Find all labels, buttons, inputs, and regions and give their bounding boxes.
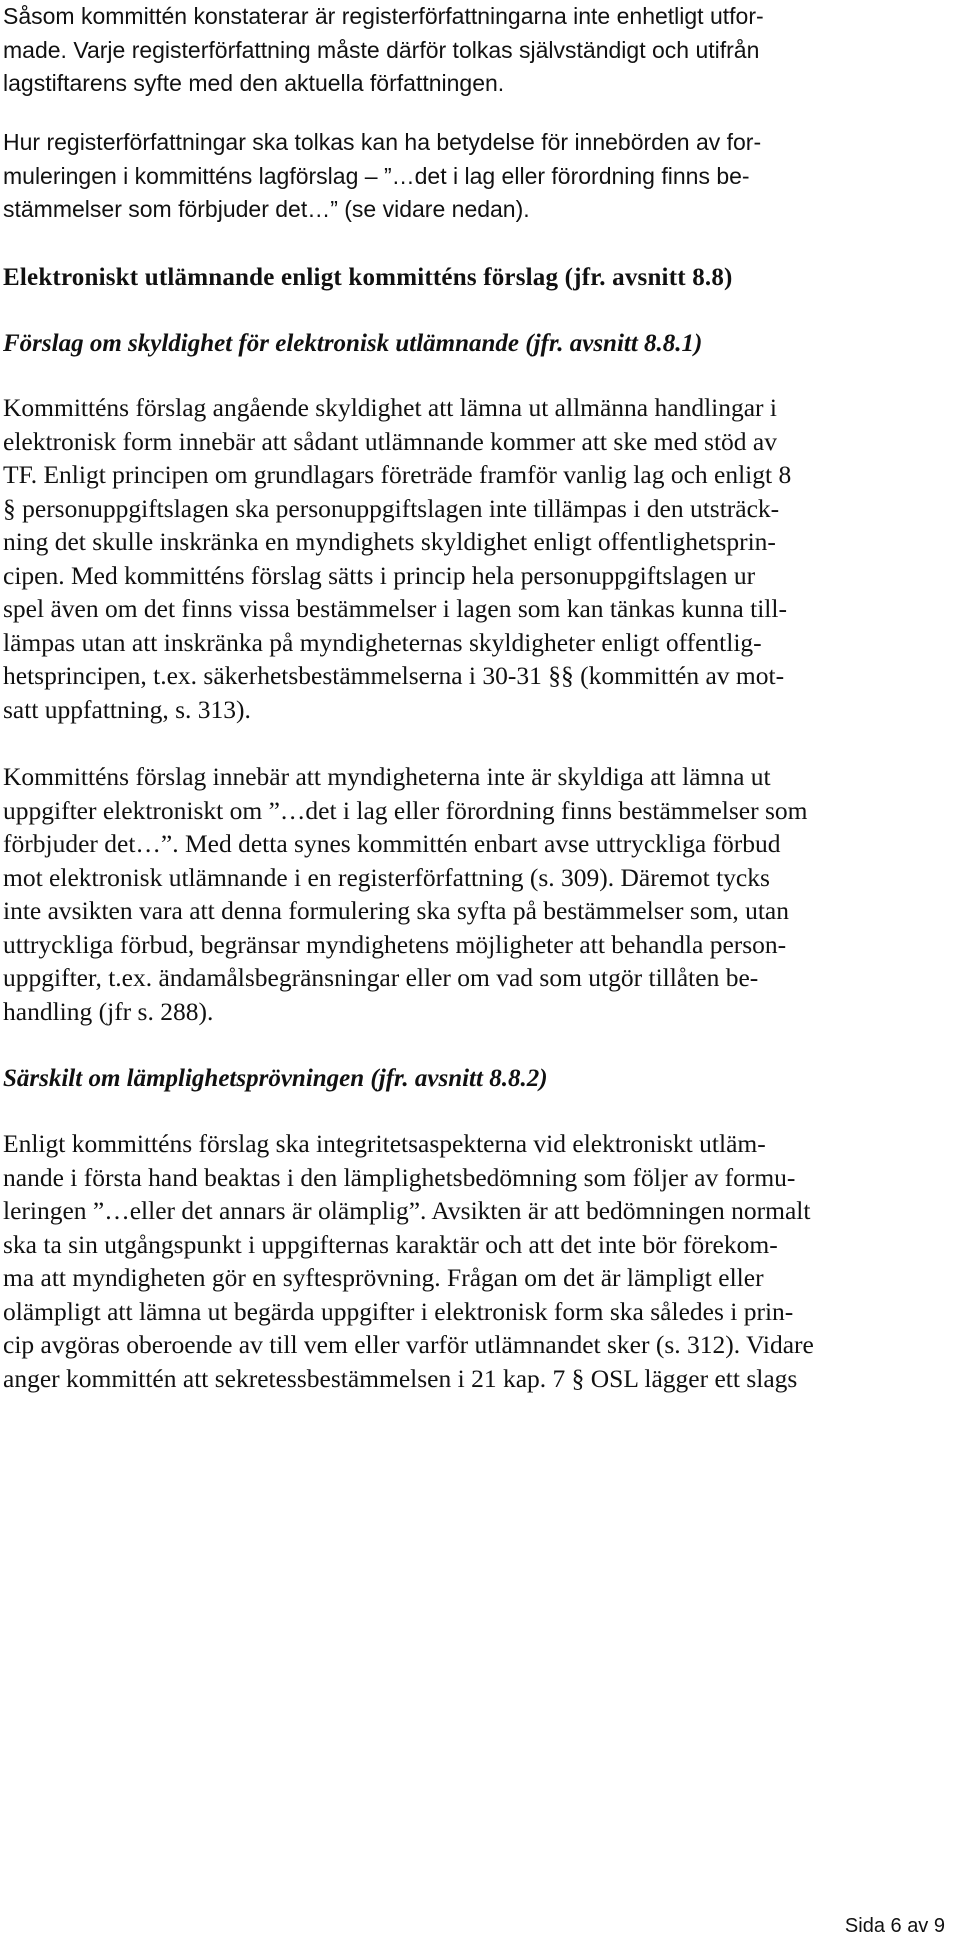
text-line: ska ta sin utgångspunkt i uppgifternas karaktär och att det inte bör förekom- — [3, 1229, 778, 1259]
text-line: anger kommittén att sekretessbestämmelsen i 21 kap. 7 § OSL lägger ett slags — [3, 1363, 798, 1393]
text-line: olämpligt att lämna ut begärda uppgifter i elektronisk form ska således i prin- — [3, 1296, 794, 1326]
text-line: uppgifter, t.ex. ändamålsbegränsningar eller om vad som utgör tillåten be- — [3, 963, 759, 992]
text-line: TF. Enligt principen om grundlagars företräde framför vanlig lag och enligt 8 — [3, 460, 792, 489]
text-line: lagstiftarens syfte med den aktuella författningen. — [3, 70, 505, 96]
text-line: stämmelser som förbjuder det…” (se vidare nedan). — [3, 196, 530, 222]
text-line: satt uppfattning, s. 313). — [3, 694, 251, 724]
text-line: § personuppgiftslagen ska personuppgiftslagen inte tillämpas i den utsträck- — [3, 493, 780, 523]
text-line: nande i första hand beaktas i den lämplighetsbedömning som följer av formu- — [3, 1162, 796, 1192]
text-line: uppgifter elektroniskt om ”…det i lag eller förordning finns bestämmelser som — [3, 795, 808, 825]
paragraph-suitability — [3, 1127, 960, 1395]
paragraph-duty-to-disclose — [3, 391, 960, 726]
text-line: muleringen i kommitténs lagförslag – ”…det i lag eller förordning finns be- — [3, 162, 750, 189]
paragraph-committee-proposal — [3, 760, 960, 1028]
text-line: uttryckliga förbud, begränsar myndighetens möjligheter att behandla person- — [3, 929, 787, 959]
text-line: förbjuder det…”. Med detta synes kommittén enbart avse uttryckliga förbud — [3, 829, 781, 858]
subheading-electronic-disclosure: Förslag om skyldighet för elektronisk utlämnande (jfr. avsnitt 8.8.1) — [3, 330, 703, 357]
text-line: inte avsikten vara att denna formulering ska syfta på bestämmelser som, utan — [3, 896, 790, 925]
text-line: ma att myndigheten gör en syftesprövning. Frågan om det är lämpligt eller — [3, 1263, 764, 1292]
text-line: elektronisk form innebär att sådant utlämnande kommer att ske med stöd av — [3, 426, 777, 456]
text-line: spel även om det finns vissa bestämmelser i lagen som kan tänkas kunna till- — [3, 594, 787, 623]
text-line: hetsprincipen, t.ex. säkerhetsbestämmelserna i 30-31 §§ (kommittén av mot- — [3, 661, 785, 690]
text-line: mot elektronisk utlämnande i en registerförfattning (s. 309). Däremot tycks — [3, 862, 770, 892]
section-heading: Elektroniskt utlämnande enligt kommitténs förslag (jfr. avsnitt 8.8) — [3, 264, 733, 291]
text-line: cipen. Med kommitténs förslag sätts i princip hela personuppgiftslagen ur — [3, 560, 756, 590]
intro-paragraph-2 — [3, 126, 960, 227]
text-line: Kommitténs förslag innebär att myndigheterna inte är skyldiga att lämna ut — [3, 762, 771, 791]
text-line: Såsom kommittén konstaterar är registerförfattningarna inte enhetligt utfor- — [3, 3, 764, 29]
text-line: leringen ”…eller det annars är olämplig”. Avsikten är att bedömningen normalt — [3, 1196, 811, 1225]
text-line: Kommitténs förslag angående skyldighet att lämna ut allmänna handlingar i — [3, 393, 778, 422]
text-line: ning det skulle inskränka en myndighets skyldighet enligt offentlighetsprin- — [3, 527, 776, 556]
intro-paragraph-1 — [3, 0, 960, 101]
page-number: Sida 6 av 9 — [844, 1915, 945, 1937]
text-line: Enligt kommitténs förslag ska integritetsaspekterna vid elektroniskt utläm- — [3, 1129, 766, 1158]
text-line: lämpas utan att inskränka på myndigheternas skyldigheter enligt offentlig- — [3, 627, 762, 657]
text-line: Hur registerförfattningar ska tolkas kan ha betydelse för innebörden av for- — [3, 129, 762, 155]
text-line: cip avgöras oberoende av till vem eller varför utlämnandet sker (s. 312). Vidare — [3, 1330, 814, 1359]
subheading-suitability-assessment: Särskilt om lämplighetsprövningen (jfr. avsnitt 8.8.2) — [3, 1065, 548, 1092]
text-line: made. Varje registerförfattning måste därför tolkas självständigt och utifrån — [3, 36, 760, 63]
text-line: handling (jfr s. 288). — [3, 996, 214, 1026]
